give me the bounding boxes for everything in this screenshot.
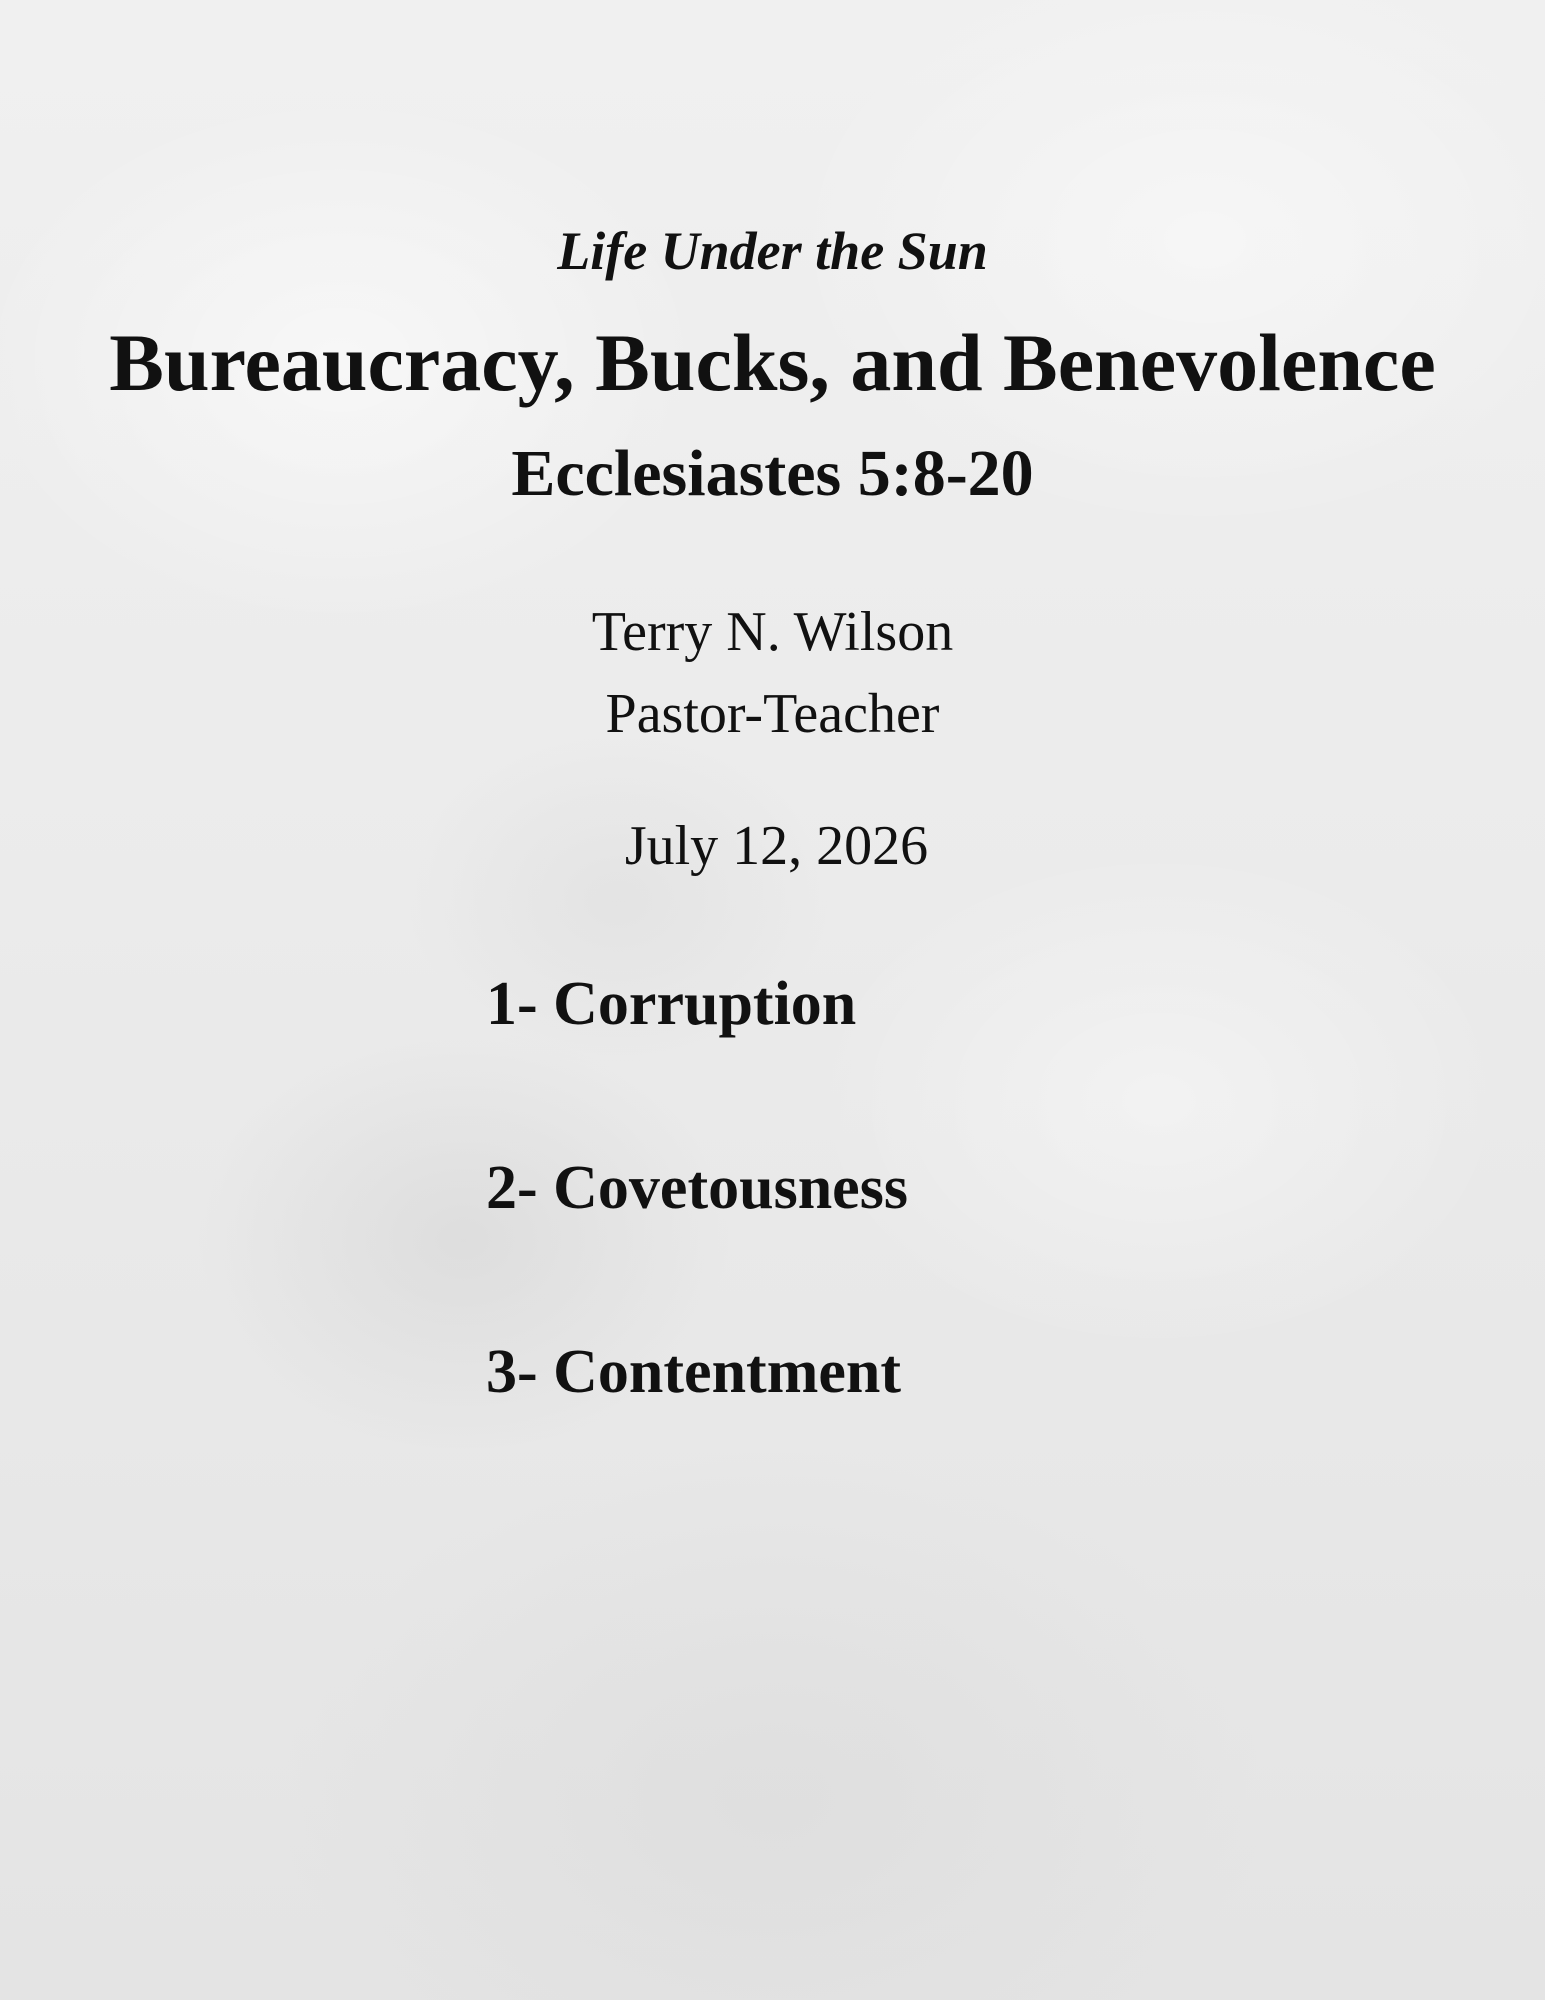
author-role: Pastor-Teacher (605, 683, 940, 745)
scripture-reference: Ecclesiastes 5:8-20 (511, 437, 1034, 510)
outline-point: 3- Contentment (486, 1338, 901, 1406)
outline-point: 1- Corruption (486, 970, 857, 1038)
outline-point: 2- Covetousness (486, 1154, 908, 1222)
sermon-date: July 12, 2026 (624, 815, 929, 877)
series-title: Life Under the Sun (557, 221, 988, 281)
author-name: Terry N. Wilson (591, 601, 954, 663)
sermon-title: Bureaucracy, Bucks, and Benevolence (109, 317, 1436, 408)
